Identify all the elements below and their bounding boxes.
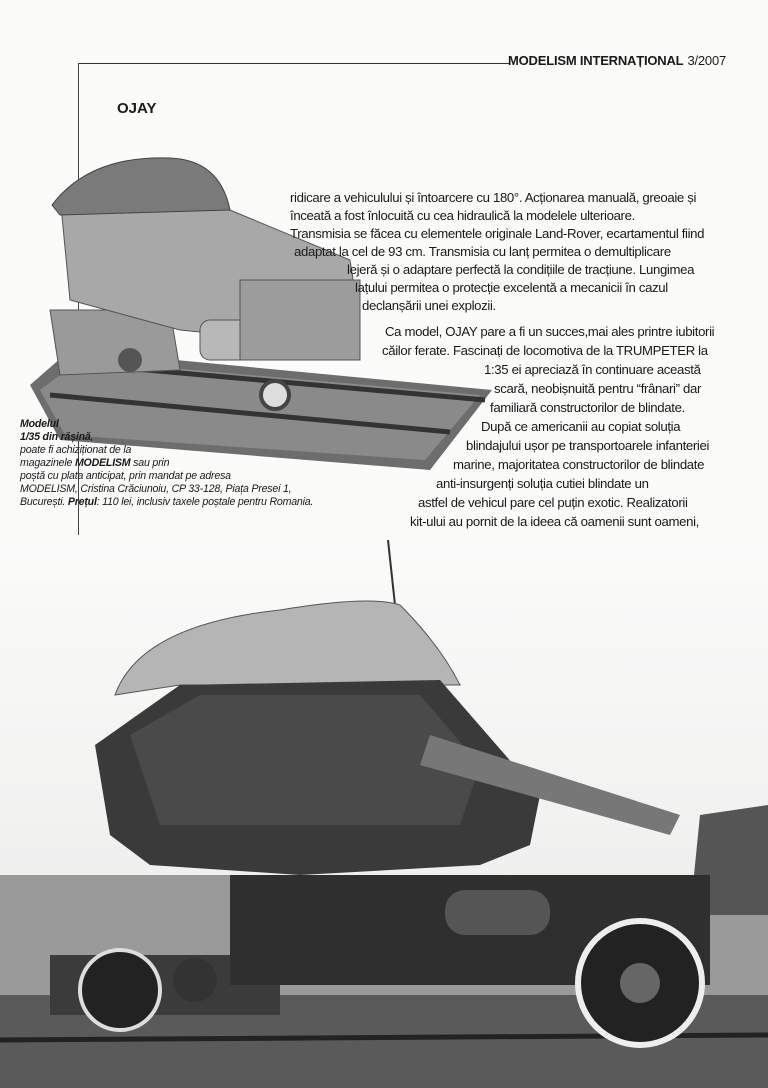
caption-text: București. bbox=[20, 496, 68, 508]
caption-line: MODELISM, Cristina Crăciunoiu, CP 33-128, Piața Presei 1, bbox=[20, 483, 292, 495]
text-line: lejeră și o adaptare perfectă la condițiile de tracțiune. Lungimea bbox=[347, 262, 695, 277]
text-line: astfel de vehicul pare cel puțin exotic. Realizatorii bbox=[418, 495, 688, 510]
text-line: blindajului ușor pe transportoarele infanteriei bbox=[466, 438, 710, 453]
magazine-name: MODELISM INTERNAȚIONAL bbox=[508, 53, 684, 68]
caption-text: magazinele bbox=[20, 457, 75, 469]
text-line: 1:35 ei apreciază în continuare această bbox=[484, 362, 701, 377]
text-line: adaptat la cel de 93 cm. Transmisia cu lanț permitea o demultiplicare bbox=[294, 244, 671, 259]
caption-line: poștă cu plata anticipat, prin mandat pe adresa bbox=[20, 470, 231, 482]
vehicle-photo bbox=[0, 535, 768, 1088]
caption-line: Modelul bbox=[20, 418, 59, 430]
text-line: căilor ferate. Fascinați de locomotiva de la TRUMPETER la bbox=[382, 343, 708, 358]
text-line: ridicare a vehiculului și întoarcere cu 180°. Acționarea manuală, greoaie și bbox=[290, 190, 697, 205]
text-line: familiară constructorilor de blindate. bbox=[490, 400, 685, 415]
text-line: Transmisia se făcea cu elementele originale Land-Rover, ecartamentul fiind bbox=[290, 226, 705, 241]
caption-bold: MODELISM bbox=[74, 457, 131, 469]
caption-line bbox=[20, 496, 313, 509]
caption-text: : 110 lei, inclusiv taxele poștale pentru Romania. bbox=[96, 496, 314, 508]
caption-text: , bbox=[90, 431, 94, 443]
caption-text: sau prin bbox=[130, 457, 170, 469]
text-line: marine, majoritatea constructorilor de blindate bbox=[453, 457, 705, 472]
caption-line bbox=[20, 431, 93, 444]
issue-number: 3/2007 bbox=[687, 53, 726, 68]
caption-bold: Prețul bbox=[67, 496, 97, 508]
caption-bold: 1/35 din rășină bbox=[20, 431, 91, 443]
text-line: Ca model, OJAY pare a fi un succes,mai ales printre iubitorii bbox=[385, 324, 715, 339]
header-rule bbox=[78, 63, 510, 64]
text-line: După ce americanii au copiat soluția bbox=[481, 419, 681, 434]
article-title: OJAY bbox=[117, 100, 157, 117]
text-line: înceată a fost înlocuită cu cea hidraulică la modelele ulterioare. bbox=[290, 208, 635, 223]
text-line: anti-insurgenți soluția cutiei blindate un bbox=[436, 476, 649, 491]
running-header bbox=[508, 53, 726, 68]
text-line: kit-ului au pornit de la ideea că oamenii sunt oameni, bbox=[410, 514, 699, 529]
text-line: declanșării unei explozii. bbox=[362, 298, 496, 313]
caption-line: poate fi achiziționat de la bbox=[20, 444, 132, 456]
text-line: lațului permitea o protecție excelentă a mecanicii în cazul bbox=[355, 280, 668, 295]
caption-line bbox=[20, 457, 169, 470]
text-line: scară, neobișnuită pentru “frânari” dar bbox=[494, 381, 701, 396]
